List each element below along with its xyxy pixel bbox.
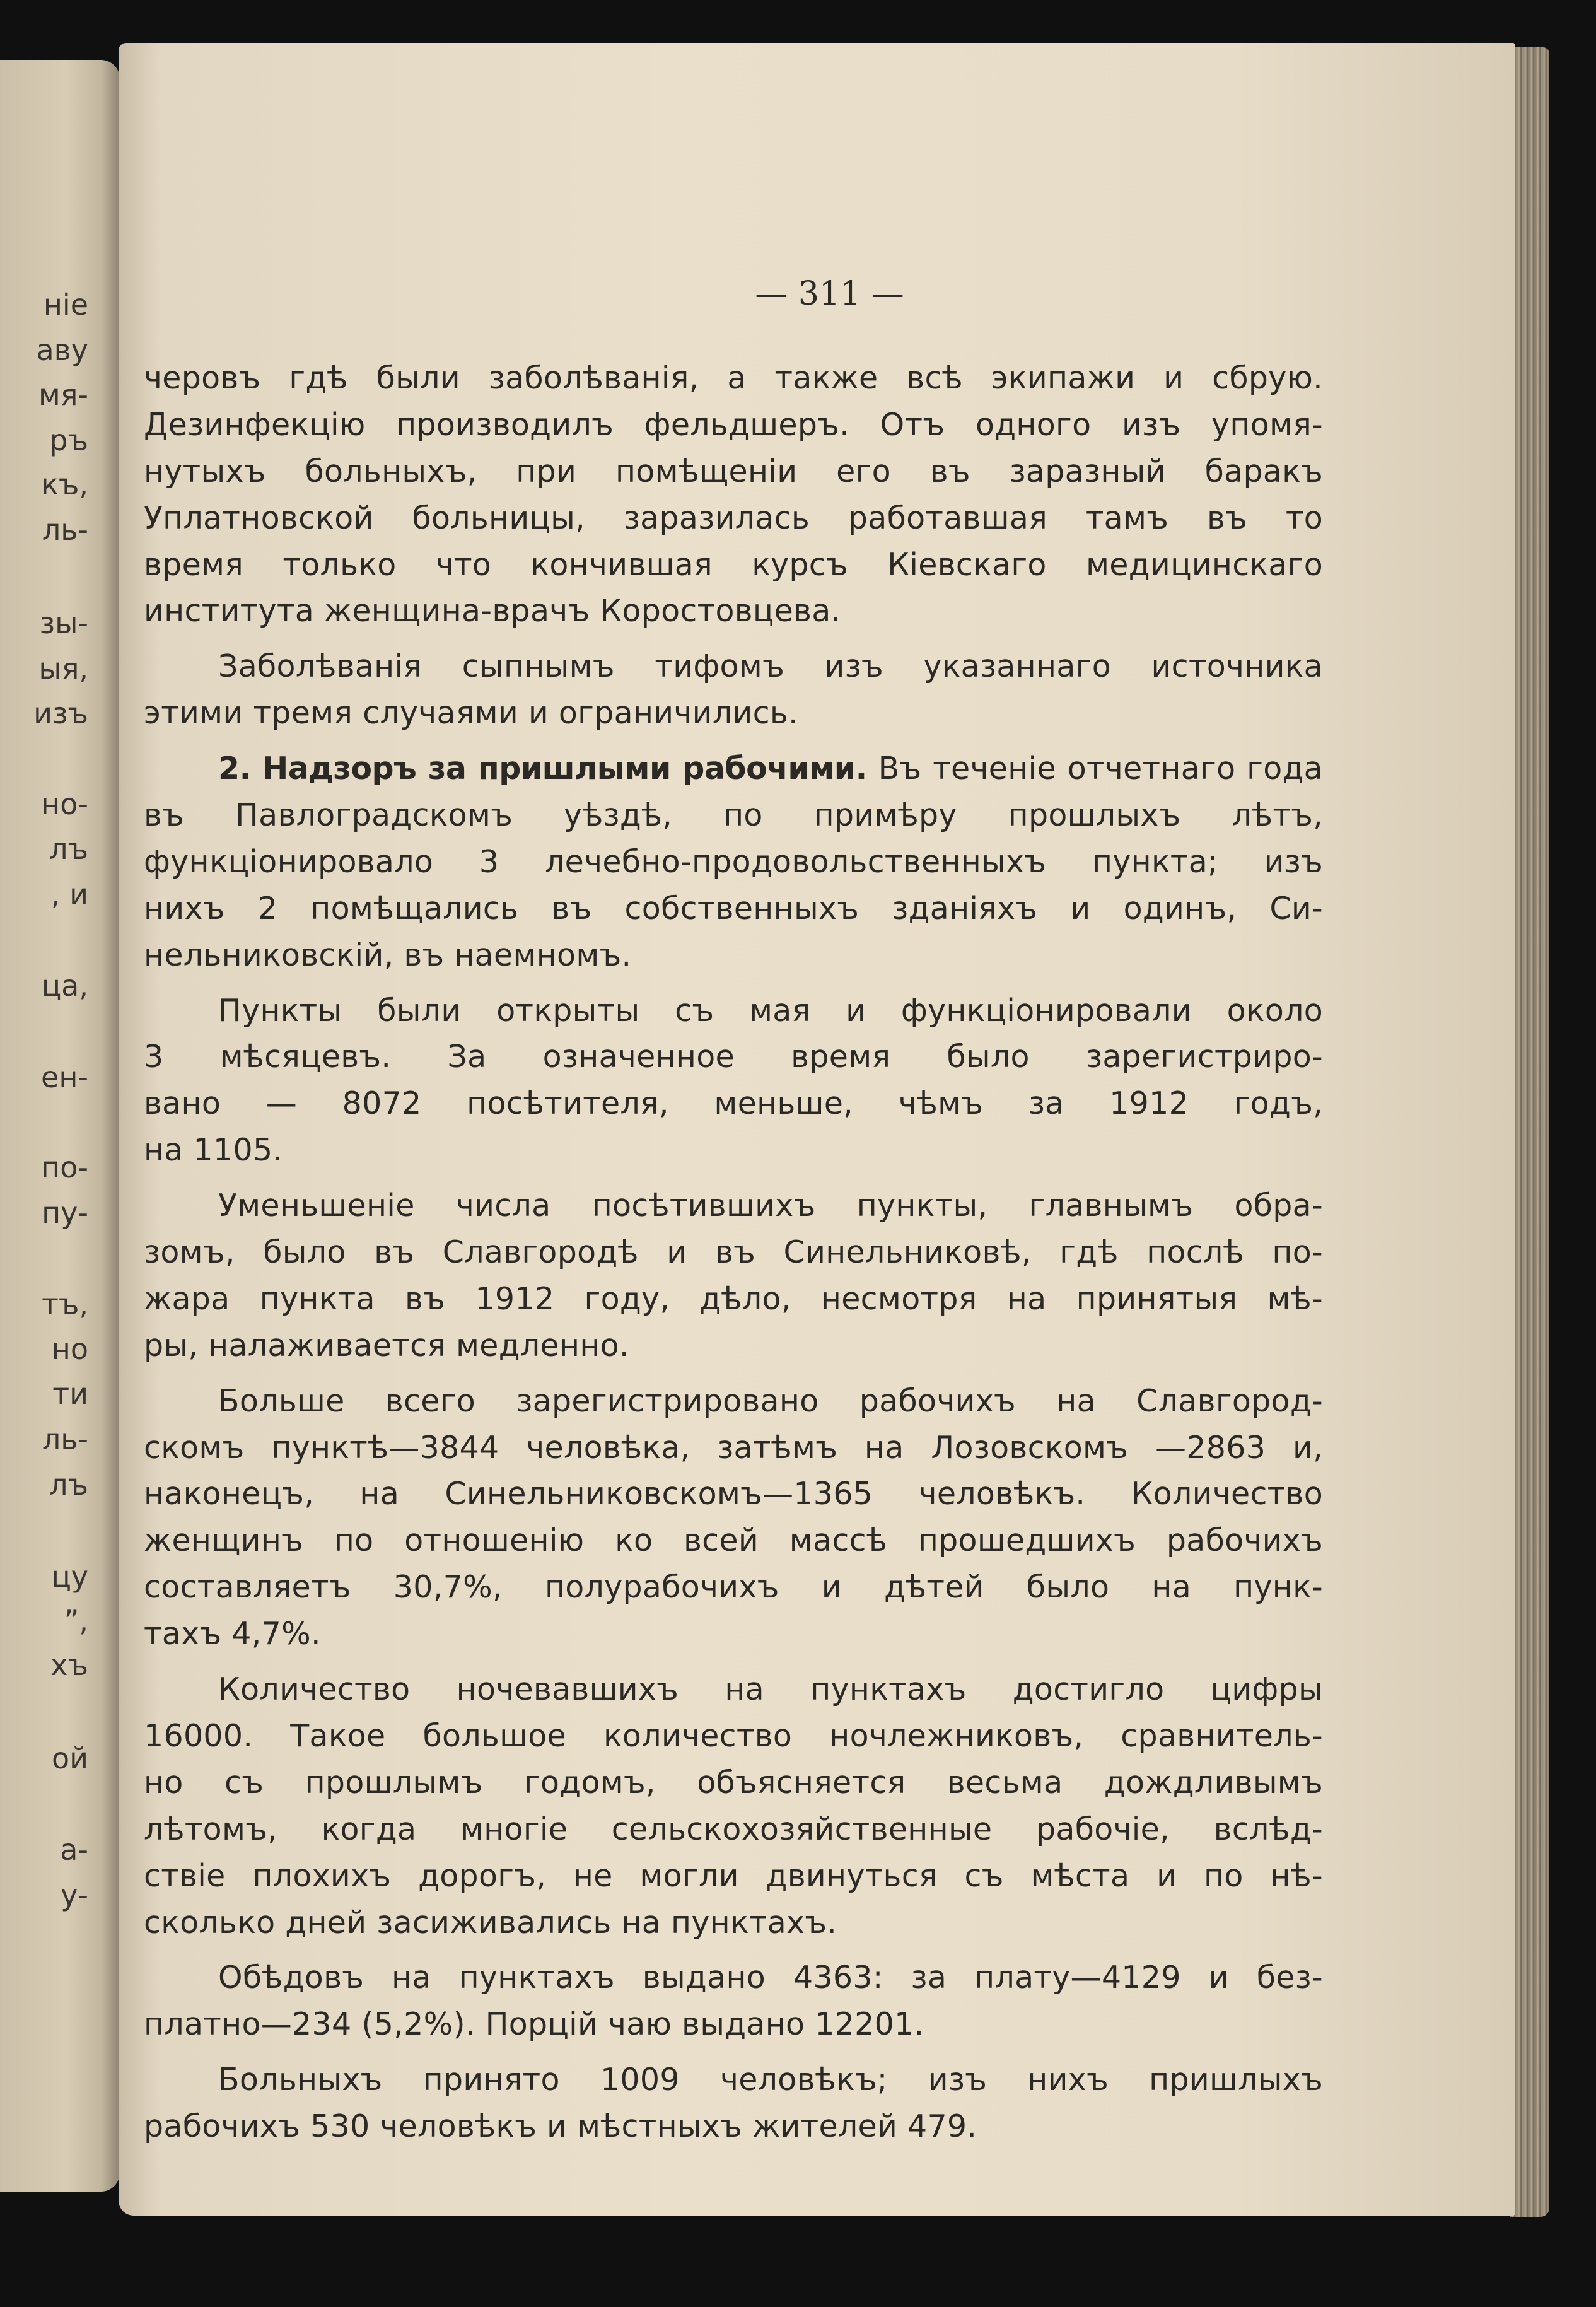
left-page-fragment: цу <box>51 1560 88 1594</box>
left-page-fragment: лъ <box>49 1468 88 1502</box>
left-page-fragment: тъ, <box>42 1287 88 1321</box>
text-line: 16000. Такое большое количество ночлежниковъ, сравнитель- <box>144 1717 1323 1754</box>
left-page-fragment: ыя, <box>38 651 88 686</box>
text-line: Количество ночевавшихъ на пунктахъ достигло цифры <box>218 1671 1323 1708</box>
left-page-fragment: лъ <box>49 832 88 866</box>
left-page-fragment: у- <box>61 1878 88 1912</box>
left-page-fragment: зы- <box>39 606 88 640</box>
page-stack-edge <box>1510 47 1549 2217</box>
text-line: нихъ 2 помѣщались въ собственныхъ зданіяхъ и одинъ, Си- <box>144 890 1323 926</box>
left-page-fragment: по- <box>41 1150 88 1184</box>
text-line: Дезинфекцію производилъ фельдшеръ. Отъ одного изъ упомя- <box>144 406 1323 443</box>
left-page-fragment: ой <box>51 1741 88 1775</box>
left-page-fragment: ца, <box>41 969 88 1003</box>
text-line: лѣтомъ, когда многіе сельскохозяйственные рабочіе, вслѣд- <box>144 1811 1323 1847</box>
page-text <box>144 355 1323 2150</box>
text-line: сколько дней засиживались на пунктахъ. <box>144 1904 837 1941</box>
text-line: рабочихъ 530 человѣкъ и мѣстныхъ жителей 479. <box>144 2108 977 2145</box>
text-line: въ Павлоградскомъ уѣздѣ, по примѣру прошлыхъ лѣтъ, <box>144 797 1323 834</box>
text-line: Заболѣванія сыпнымъ тифомъ изъ указаннаго источника <box>218 648 1323 685</box>
left-page-fragment: мя- <box>38 378 88 412</box>
book-page <box>119 43 1515 2216</box>
text-line: ры, налаживается медленно. <box>144 1327 629 1364</box>
text-line: Обѣдовъ на пунктахъ выдано 4363: за плату—4129 и без- <box>218 1959 1323 1996</box>
left-page-fragment: ен- <box>41 1060 88 1094</box>
text-line: функціонировало 3 лечебно-продовольственныхъ пункта; изъ <box>144 843 1323 880</box>
left-page-fragment: пу- <box>42 1196 88 1230</box>
text-line: тахъ 4,7%. <box>144 1616 321 1652</box>
text-line: этими тремя случаями и ограничились. <box>144 695 798 732</box>
page-number: — 311 — <box>755 275 904 313</box>
text-line: время только что кончившая курсъ Кіевскаго медицинскаго <box>144 546 1323 583</box>
left-page-fragment: , и <box>50 877 88 911</box>
text-line: 3 мѣсяцевъ. За означенное время было зарегистриро- <box>144 1039 1323 1075</box>
text-line: зомъ, было въ Славгородѣ и въ Синельниковѣ, гдѣ послѣ по- <box>144 1234 1323 1271</box>
text-line: наконецъ, на Синельниковскомъ—1365 человѣкъ. Количество <box>144 1476 1323 1512</box>
left-page-fragment: ль- <box>42 1422 88 1456</box>
text-line: Больше всего зарегистрировано рабочихъ на Славгород- <box>218 1382 1323 1419</box>
text-line: Уменьшеніе числа посѣтившихъ пункты, главнымъ обра- <box>218 1188 1323 1224</box>
text-line: платно—234 (5,2%). Порцій чаю выдано 12201. <box>144 2006 924 2043</box>
text-line-content: Въ теченіе отчетнаго года <box>866 751 1323 787</box>
text-line: вано — 8072 посѣтителя, меньше, чѣмъ за 1912 годъ, <box>144 1085 1323 1122</box>
text-line: составляетъ 30,7%, полурабочихъ и дѣтей было на пунк- <box>144 1569 1323 1606</box>
left-page-fragment: но- <box>41 787 88 821</box>
text-line: Больныхъ принято 1009 человѣкъ; изъ нихъ пришлыхъ <box>218 2062 1323 2098</box>
left-page-fragment: аву <box>36 333 88 367</box>
text-line: жара пункта въ 1912 году, дѣло, несмотря на принятыя мѣ- <box>144 1280 1323 1317</box>
text-line: женщинъ по отношенію ко всей массѣ прошедшихъ рабочихъ <box>144 1522 1323 1559</box>
text-line <box>144 745 1323 792</box>
left-page-margin <box>0 60 120 2192</box>
left-page-fragment: къ, <box>41 467 88 501</box>
text-line: Пункты были открыты съ мая и функціонировали около <box>218 992 1323 1029</box>
text-line: нутыхъ больныхъ, при помѣщеніи его въ заразный баракъ <box>144 453 1323 489</box>
text-line: института женщина-врачъ Коростовцева. <box>144 593 841 629</box>
text-line: на 1105. <box>144 1132 283 1169</box>
text-line: но съ прошлымъ годомъ, объясняется весьма дождливымъ <box>144 1764 1323 1801</box>
left-page-fragment: изъ <box>33 696 88 730</box>
left-page-fragment: ти <box>52 1377 88 1411</box>
text-line: Уплатновской больницы, заразилась работавшая тамъ въ то <box>144 499 1323 536</box>
text-line: скомъ пунктѣ—3844 человѣка, затѣмъ на Лозовскомъ —2863 и, <box>144 1429 1323 1466</box>
left-page-fragment: хъ <box>50 1648 88 1682</box>
left-page-fragment: ”, <box>64 1604 88 1638</box>
text-line: нельниковскій, въ наемномъ. <box>144 937 632 973</box>
left-page-fragment: ніе <box>43 288 88 322</box>
text-line: черовъ гдѣ были заболѣванія, а также всѣ экипажи и сбрую. <box>144 360 1323 396</box>
section-heading: 2. Надзоръ за пришлыми рабочими. <box>218 751 867 787</box>
left-page-fragment: а- <box>60 1833 88 1867</box>
left-page-fragment: но <box>51 1332 88 1366</box>
text-line: ствіе плохихъ дорогъ, не могли двинуться съ мѣста и по нѣ- <box>144 1857 1323 1894</box>
left-page-fragment: ръ <box>49 423 88 457</box>
left-page-fragment: ль- <box>42 513 88 547</box>
